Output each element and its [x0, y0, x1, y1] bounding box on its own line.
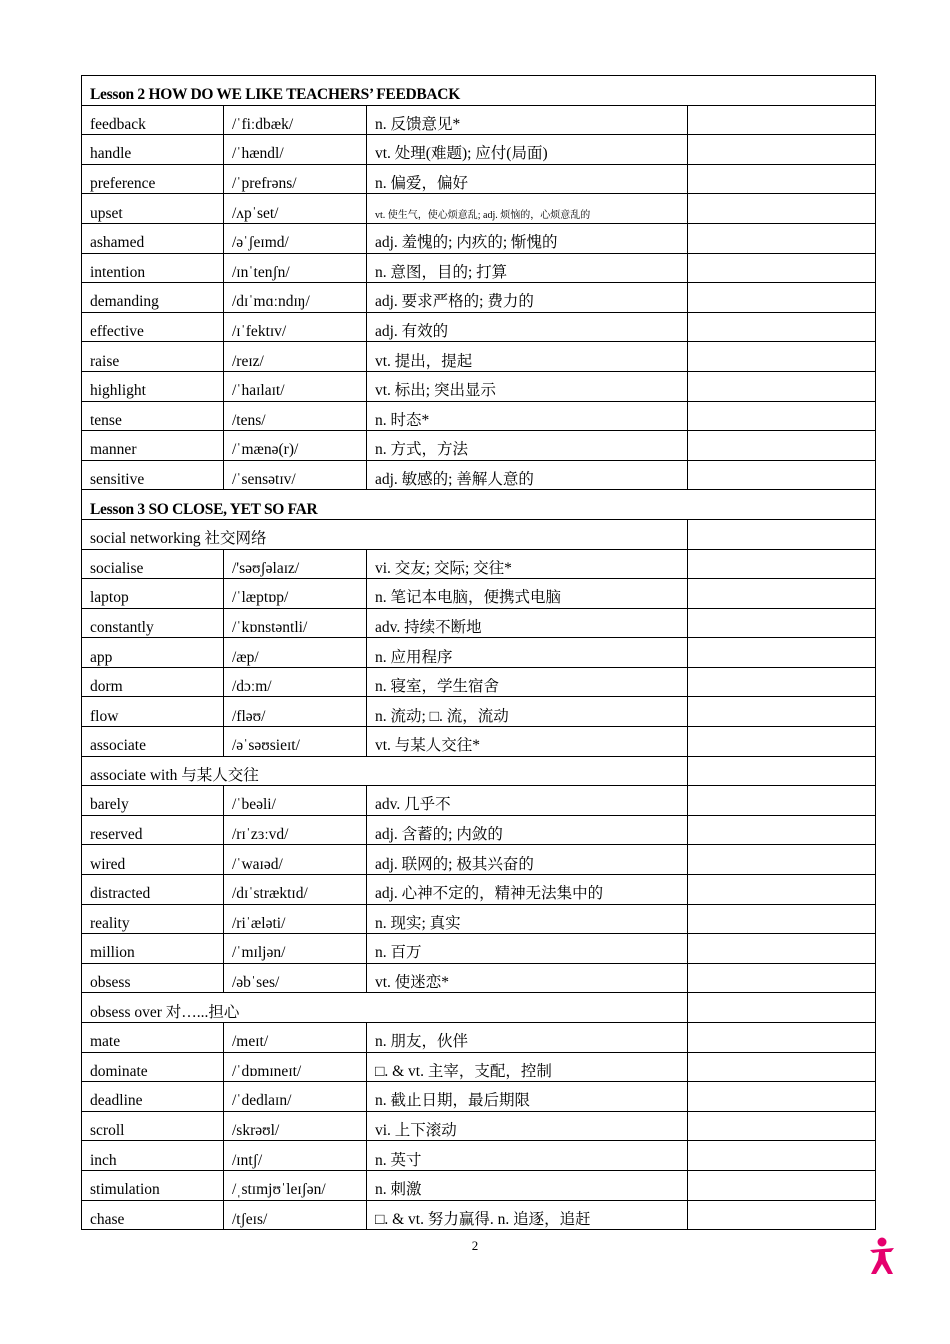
- phonetic-cell: /reɪz/: [224, 342, 367, 372]
- word-row: [82, 283, 876, 313]
- blank-cell: [688, 608, 876, 638]
- word-row: [82, 638, 876, 668]
- word-row: [82, 194, 876, 224]
- word-cell: feedback: [82, 105, 224, 135]
- lesson-title-row: [82, 76, 876, 106]
- blank-cell: [688, 963, 876, 993]
- meaning-cell: n. 反馈意见*: [367, 105, 688, 135]
- meaning-cell: [367, 194, 688, 224]
- phrase-cell: obsess over 对…...担心: [82, 993, 688, 1023]
- word-row: [82, 1082, 876, 1112]
- person-logo-icon: [867, 1236, 897, 1276]
- word-cell: reserved: [82, 815, 224, 845]
- blank-cell: [688, 786, 876, 816]
- word-row: [82, 549, 876, 579]
- blank-cell: [688, 105, 876, 135]
- word-cell: manner: [82, 431, 224, 461]
- word-row: [82, 105, 876, 135]
- meaning-cell: n. 笔记本电脑，便携式电脑: [367, 579, 688, 609]
- meaning-cell: n. 偏爱，偏好: [367, 164, 688, 194]
- word-row: [82, 371, 876, 401]
- meaning-cell: adj. 敏感的; 善解人意的: [367, 460, 688, 490]
- word-row: [82, 1023, 876, 1053]
- phrase-cell: social networking 社交网络: [82, 519, 688, 549]
- meaning-cell: n. 百万: [367, 934, 688, 964]
- word-cell: dominate: [82, 1052, 224, 1082]
- phonetic-cell: /ɪntʃ/: [224, 1141, 367, 1171]
- blank-cell: [688, 401, 876, 431]
- phonetic-cell: /əbˈses/: [224, 963, 367, 993]
- phonetic-cell: /dɔːm/: [224, 667, 367, 697]
- meaning-cell: adj. 要求严格的; 费力的: [367, 283, 688, 313]
- meaning-cell: n. 英寸: [367, 1141, 688, 1171]
- blank-cell: [688, 815, 876, 845]
- page-number: 2: [471, 1238, 479, 1253]
- word-row: [82, 697, 876, 727]
- blank-cell: [688, 1082, 876, 1112]
- phonetic-cell: /ˈwaɪəd/: [224, 845, 367, 875]
- word-cell: wired: [82, 845, 224, 875]
- blank-cell: [688, 164, 876, 194]
- meaning-text: vt. 使生气，使心烦意乱; adj. 烦恼的，心烦意乱的: [375, 209, 591, 221]
- blank-cell: [688, 1200, 876, 1230]
- meaning-cell: adv. 持续不断地: [367, 608, 688, 638]
- word-cell: chase: [82, 1200, 224, 1230]
- word-cell: upset: [82, 194, 224, 224]
- word-row: [82, 312, 876, 342]
- phonetic-cell: /ɪnˈtenʃn/: [224, 253, 367, 283]
- word-cell: app: [82, 638, 224, 668]
- phonetic-cell: /riˈæləti/: [224, 904, 367, 934]
- phonetic-cell: /əˈʃeɪmd/: [224, 223, 367, 253]
- lesson-title: Lesson 2 HOW DO WE LIKE TEACHERS’ FEEDBACK: [82, 76, 876, 106]
- word-row: [82, 1052, 876, 1082]
- phonetic-cell: /skrəʊl/: [224, 1111, 367, 1141]
- word-row: [82, 460, 876, 490]
- phonetic-cell: /ˈmænə(r)/: [224, 431, 367, 461]
- word-row: [82, 727, 876, 757]
- word-cell: ashamed: [82, 223, 224, 253]
- word-row: [82, 934, 876, 964]
- blank-cell: [688, 342, 876, 372]
- blank-cell: [688, 667, 876, 697]
- meaning-cell: n. 方式，方法: [367, 431, 688, 461]
- word-row: [82, 1170, 876, 1200]
- blank-cell: [688, 194, 876, 224]
- phonetic-cell: /ˈkɒnstəntli/: [224, 608, 367, 638]
- word-cell: deadline: [82, 1082, 224, 1112]
- word-row: [82, 135, 876, 165]
- blank-cell: [688, 1141, 876, 1171]
- phrase-row: [82, 519, 876, 549]
- meaning-cell: n. 现实; 真实: [367, 904, 688, 934]
- word-row: [82, 815, 876, 845]
- word-row: [82, 608, 876, 638]
- phonetic-cell: /tʃeɪs/: [224, 1200, 367, 1230]
- word-cell: preference: [82, 164, 224, 194]
- blank-cell: [688, 934, 876, 964]
- word-row: [82, 1200, 876, 1230]
- word-row: [82, 164, 876, 194]
- phonetic-cell: /əˈsəʊsieɪt/: [224, 727, 367, 757]
- word-cell: flow: [82, 697, 224, 727]
- word-cell: effective: [82, 312, 224, 342]
- blank-cell: [688, 283, 876, 313]
- meaning-cell: vt. 提出，提起: [367, 342, 688, 372]
- vocabulary-table-body: [82, 76, 876, 1230]
- word-cell: reality: [82, 904, 224, 934]
- meaning-cell: adj. 有效的: [367, 312, 688, 342]
- meaning-cell: vt. 使迷恋*: [367, 963, 688, 993]
- word-cell: tense: [82, 401, 224, 431]
- meaning-cell: n. 流动; □. 流，流动: [367, 697, 688, 727]
- word-row: [82, 1141, 876, 1171]
- blank-cell: [688, 993, 876, 1023]
- vocabulary-table: [81, 75, 876, 1230]
- word-cell: million: [82, 934, 224, 964]
- phonetic-cell: /ɪˈfektɪv/: [224, 312, 367, 342]
- phonetic-cell: /ˈhændl/: [224, 135, 367, 165]
- phonetic-cell: /ˈdedlaɪn/: [224, 1082, 367, 1112]
- word-cell: scroll: [82, 1111, 224, 1141]
- blank-cell: [688, 845, 876, 875]
- meaning-cell: n. 刺激: [367, 1170, 688, 1200]
- meaning-cell: vi. 交友; 交际; 交往*: [367, 549, 688, 579]
- word-row: [82, 579, 876, 609]
- phonetic-cell: /rɪˈzɜːvd/: [224, 815, 367, 845]
- word-row: [82, 253, 876, 283]
- word-row: [82, 431, 876, 461]
- word-row: [82, 1111, 876, 1141]
- phonetic-cell: /ˈdɒmɪneɪt/: [224, 1052, 367, 1082]
- phonetic-cell: /ˈbeəli/: [224, 786, 367, 816]
- phonetic-cell: /dɪˈmɑːndɪŋ/: [224, 283, 367, 313]
- blank-cell: [688, 579, 876, 609]
- blank-cell: [688, 756, 876, 786]
- phrase-cell: associate with 与某人交往: [82, 756, 688, 786]
- phonetic-cell: /ˌstɪmjʊˈleɪʃən/: [224, 1170, 367, 1200]
- word-row: [82, 963, 876, 993]
- meaning-cell: n. 截止日期，最后期限: [367, 1082, 688, 1112]
- blank-cell: [688, 1170, 876, 1200]
- word-cell: sensitive: [82, 460, 224, 490]
- word-row: [82, 904, 876, 934]
- blank-cell: [688, 904, 876, 934]
- meaning-cell: vi. 上下滚动: [367, 1111, 688, 1141]
- phrase-row: [82, 993, 876, 1023]
- phonetic-cell: /ˈmɪljən/: [224, 934, 367, 964]
- phonetic-cell: /ʌpˈset/: [224, 194, 367, 224]
- blank-cell: [688, 1052, 876, 1082]
- word-row: [82, 845, 876, 875]
- word-cell: mate: [82, 1023, 224, 1053]
- word-cell: stimulation: [82, 1170, 224, 1200]
- word-cell: highlight: [82, 371, 224, 401]
- word-cell: distracted: [82, 875, 224, 905]
- meaning-cell: adv. 几乎不: [367, 786, 688, 816]
- phonetic-cell: /ˈlæptɒp/: [224, 579, 367, 609]
- blank-cell: [688, 253, 876, 283]
- blank-cell: [688, 431, 876, 461]
- meaning-cell: adj. 心神不定的，精神无法集中的: [367, 875, 688, 905]
- blank-cell: [688, 223, 876, 253]
- phonetic-cell: /meɪt/: [224, 1023, 367, 1053]
- blank-cell: [688, 697, 876, 727]
- word-cell: raise: [82, 342, 224, 372]
- meaning-cell: adj. 联网的; 极其兴奋的: [367, 845, 688, 875]
- word-row: [82, 875, 876, 905]
- word-cell: intention: [82, 253, 224, 283]
- word-row: [82, 667, 876, 697]
- meaning-cell: vt. 与某人交往*: [367, 727, 688, 757]
- blank-cell: [688, 727, 876, 757]
- phonetic-cell: /ˈsensətɪv/: [224, 460, 367, 490]
- blank-cell: [688, 371, 876, 401]
- lesson-title: Lesson 3 SO CLOSE, YET SO FAR: [82, 490, 876, 520]
- word-cell: laptop: [82, 579, 224, 609]
- phonetic-cell: /dɪˈstræktɪd/: [224, 875, 367, 905]
- meaning-cell: vt. 处理(难题); 应付(局面): [367, 135, 688, 165]
- meaning-cell: n. 应用程序: [367, 638, 688, 668]
- meaning-cell: n. 意图，目的; 打算: [367, 253, 688, 283]
- word-cell: demanding: [82, 283, 224, 313]
- blank-cell: [688, 519, 876, 549]
- word-row: [82, 401, 876, 431]
- word-cell: dorm: [82, 667, 224, 697]
- word-row: [82, 223, 876, 253]
- blank-cell: [688, 549, 876, 579]
- word-cell: barely: [82, 786, 224, 816]
- meaning-cell: adj. 含蓄的; 内敛的: [367, 815, 688, 845]
- blank-cell: [688, 638, 876, 668]
- phonetic-cell: /ˈhaɪlaɪt/: [224, 371, 367, 401]
- word-cell: constantly: [82, 608, 224, 638]
- meaning-cell: vt. 标出; 突出显示: [367, 371, 688, 401]
- word-row: [82, 786, 876, 816]
- blank-cell: [688, 1023, 876, 1053]
- blank-cell: [688, 312, 876, 342]
- word-cell: handle: [82, 135, 224, 165]
- phonetic-cell: /ˈprefrəns/: [224, 164, 367, 194]
- lesson-title-row: [82, 490, 876, 520]
- phonetic-cell: /tens/: [224, 401, 367, 431]
- word-cell: associate: [82, 727, 224, 757]
- meaning-cell: □. & vt. 主宰，支配，控制: [367, 1052, 688, 1082]
- word-cell: obsess: [82, 963, 224, 993]
- meaning-cell: n. 朋友，伙伴: [367, 1023, 688, 1053]
- phonetic-cell: /'səʊʃəlaɪz/: [224, 549, 367, 579]
- blank-cell: [688, 135, 876, 165]
- meaning-cell: □. & vt. 努力赢得. n. 追逐，追赶: [367, 1200, 688, 1230]
- word-cell: socialise: [82, 549, 224, 579]
- word-row: [82, 342, 876, 372]
- blank-cell: [688, 875, 876, 905]
- meaning-cell: n. 时态*: [367, 401, 688, 431]
- meaning-cell: adj. 羞愧的; 内疚的; 惭愧的: [367, 223, 688, 253]
- phonetic-cell: /ˈfiːdbæk/: [224, 105, 367, 135]
- phrase-row: [82, 756, 876, 786]
- phonetic-cell: /fləʊ/: [224, 697, 367, 727]
- word-cell: inch: [82, 1141, 224, 1171]
- blank-cell: [688, 460, 876, 490]
- phonetic-cell: /æp/: [224, 638, 367, 668]
- meaning-cell: n. 寝室，学生宿舍: [367, 667, 688, 697]
- blank-cell: [688, 1111, 876, 1141]
